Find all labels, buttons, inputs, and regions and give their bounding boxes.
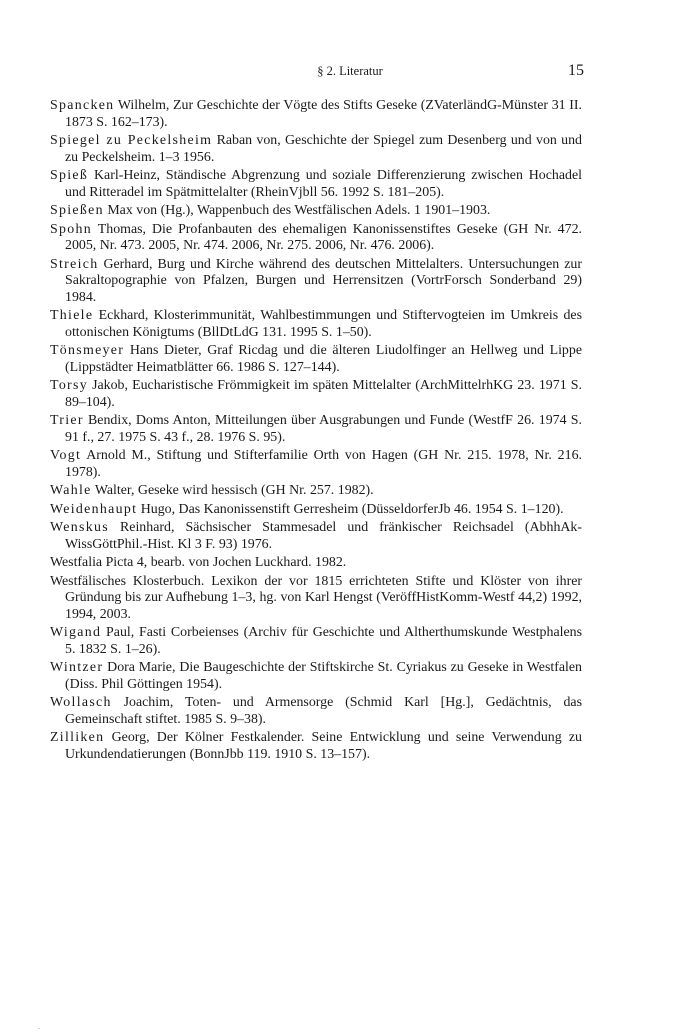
bibliography-entry [50, 483, 582, 500]
scan-mark: . [38, 1022, 40, 1031]
entry-text: Westfalia Picta 4, bearb. von Jochen Luckhard. 1982. [50, 555, 347, 570]
entry-author: Thiele [50, 308, 94, 323]
entry-author: Trier [50, 413, 84, 428]
entry-author: Wenskus [50, 520, 109, 535]
entry-text: Max von (Hg.), Wappenbuch des Westfälischen Adels. 1 1901–1903. [103, 203, 491, 218]
entry-author: Torsy [50, 378, 88, 393]
entry-author: Wahle [50, 483, 92, 498]
entry-text: Dora Marie, Die Baugeschichte der Stiftskirche St. Cyriakus zu Geseke in Westfalen (Diss. Phil Göttingen 1954). [65, 660, 582, 692]
bibliography-entry [50, 222, 582, 255]
entry-author: Wintzer [50, 660, 104, 675]
entry-author: Spancken [50, 98, 115, 113]
entry-author: Weidenhaupt [50, 501, 138, 517]
bibliography-entry [50, 520, 582, 553]
entry-text: Westfälisches Klosterbuch. Lexikon der vor 1815 errichteten Stifte und Klöster von ihrer Gründung bis zur Aufhebung 1–3, hg. von Karl Hengst (VeröffHistKomm-Westf 44,2) 1992, 1994, 2003. [50, 573, 582, 622]
entry-text: Arnold M., Stiftung und Stifterfamilie Orth von Hagen (GH Nr. 215. 1978, Nr. 216. 1978). [65, 448, 582, 480]
entry-text: Gerhard, Burg und Kirche während des deutschen Mittelalters. Untersuchungen zur Sakraltopographie von Pfalzen, Burgen und Herrensitzen (VortrForsch Sonderband 29) 1984. [65, 256, 582, 305]
entry-author: Zilliken [50, 730, 105, 745]
bibliography-entry [50, 448, 582, 481]
bibliography-entry [50, 730, 582, 763]
bibliography-entry [50, 413, 582, 446]
entry-text: Karl-Heinz, Ständische Abgrenzung und soziale Differenzierung zwischen Hochadel und Ritteradel im Spätmittelalter (RheinVjbll 56. 1992 S. 181–205). [65, 168, 582, 200]
entry-author: Spieß [50, 168, 89, 183]
entry-text: Joachim, Toten- und Armensorge (Schmid Karl [Hg.], Gedächtnis, das Gemeinschaft stiftet. 1985 S. 9–38). [65, 695, 582, 727]
bibliography-entry [50, 203, 582, 220]
entry-text: Jakob, Eucharistische Frömmigkeit im späten Mittelalter (ArchMittelrhKG 23. 1971 S. 89–104). [65, 378, 582, 410]
entry-text: Walter, Geseke wird hessisch (GH Nr. 257. 1982). [91, 483, 374, 498]
entry-author: Vogt [50, 448, 82, 463]
entry-text: Reinhard, Sächsischer Stammesadel und fränkischer Reichsadel (AbhhAk-WissGöttPhil.-Hist. Kl 3 F. 93) 1976. [65, 520, 582, 552]
bibliography-list [50, 98, 582, 765]
bibliography-entry [50, 695, 582, 728]
bibliography-entry [50, 502, 582, 519]
entry-text: Wilhelm, Zur Geschichte der Vögte des Stifts Geseke (ZVaterländG-Münster 31 II. 1873 S. 162–173). [65, 98, 582, 130]
entry-text: Bendix, Doms Anton, Mitteilungen über Ausgrabungen und Funde (WestfF 26. 1974 S. 91 f., 27. 1975 S. 43 f., 28. 1976 S. 95). [65, 413, 582, 445]
bibliography-entry [50, 343, 582, 376]
bibliography-entry [50, 378, 582, 411]
entry-author: Spohn [50, 221, 93, 237]
bibliography-entry [50, 168, 582, 201]
bibliography-entry [50, 625, 582, 658]
bibliography-entry [50, 257, 582, 307]
bibliography-entry [50, 660, 582, 693]
entry-text: Raban von, Geschichte der Spiegel zum Desenberg und von und zu Peckelsheim. 1–3 1956. [65, 133, 583, 165]
entry-author: Streich [50, 256, 99, 272]
entry-text: Hans Dieter, Graf Ricdag und die älteren Liudolfinger an Hellweg und Lippe (Lippstädter Heimatblätter 66. 1986 S. 127–144). [65, 343, 582, 375]
entry-text: Thomas, Die Profanbauten des ehemaligen Kanonissenstiftes Geseke (GH Nr. 472. 2005, Nr. 473. 2005, Nr. 474. 2006, Nr. 275. 2006, Nr. 476. 2006). [65, 221, 582, 253]
running-head: § 2. Literatur [317, 64, 383, 78]
entry-author: Wigand [50, 625, 102, 640]
entry-author: Tönsmeyer [50, 343, 125, 358]
page-header [0, 62, 700, 82]
entry-text: Georg, Der Kölner Festkalender. Seine Entwicklung und seine Verwendung zu Urkundendatierungen (BonnJbb 119. 1910 S. 13–157). [65, 730, 582, 762]
entry-text: Paul, Fasti Corbeienses (Archiv für Geschichte und Altherthumskunde Westphalens 5. 1832 S. 1–26). [65, 625, 582, 657]
bibliography-entry [50, 555, 582, 572]
entry-text: Hugo, Das Kanonissenstift Gerresheim (DüsseldorferJb 46. 1954 S. 1–120). [137, 501, 564, 517]
bibliography-entry [50, 574, 582, 624]
entry-text: Eckhard, Klosterimmunität, Wahlbestimmungen und Stiftervogteien im Umkreis des ottonischen Königtums (BllDtLdG 131. 1995 S. 1–50). [65, 308, 582, 340]
bibliography-entry [50, 308, 582, 341]
entry-author: Spießen [50, 203, 104, 218]
bibliography-entry [50, 98, 582, 131]
page-number: 15 [568, 62, 584, 79]
bibliography-entry [50, 133, 582, 166]
entry-author: Spiegel zu Peckelsheim [50, 133, 213, 148]
entry-author: Wollasch [50, 695, 112, 710]
